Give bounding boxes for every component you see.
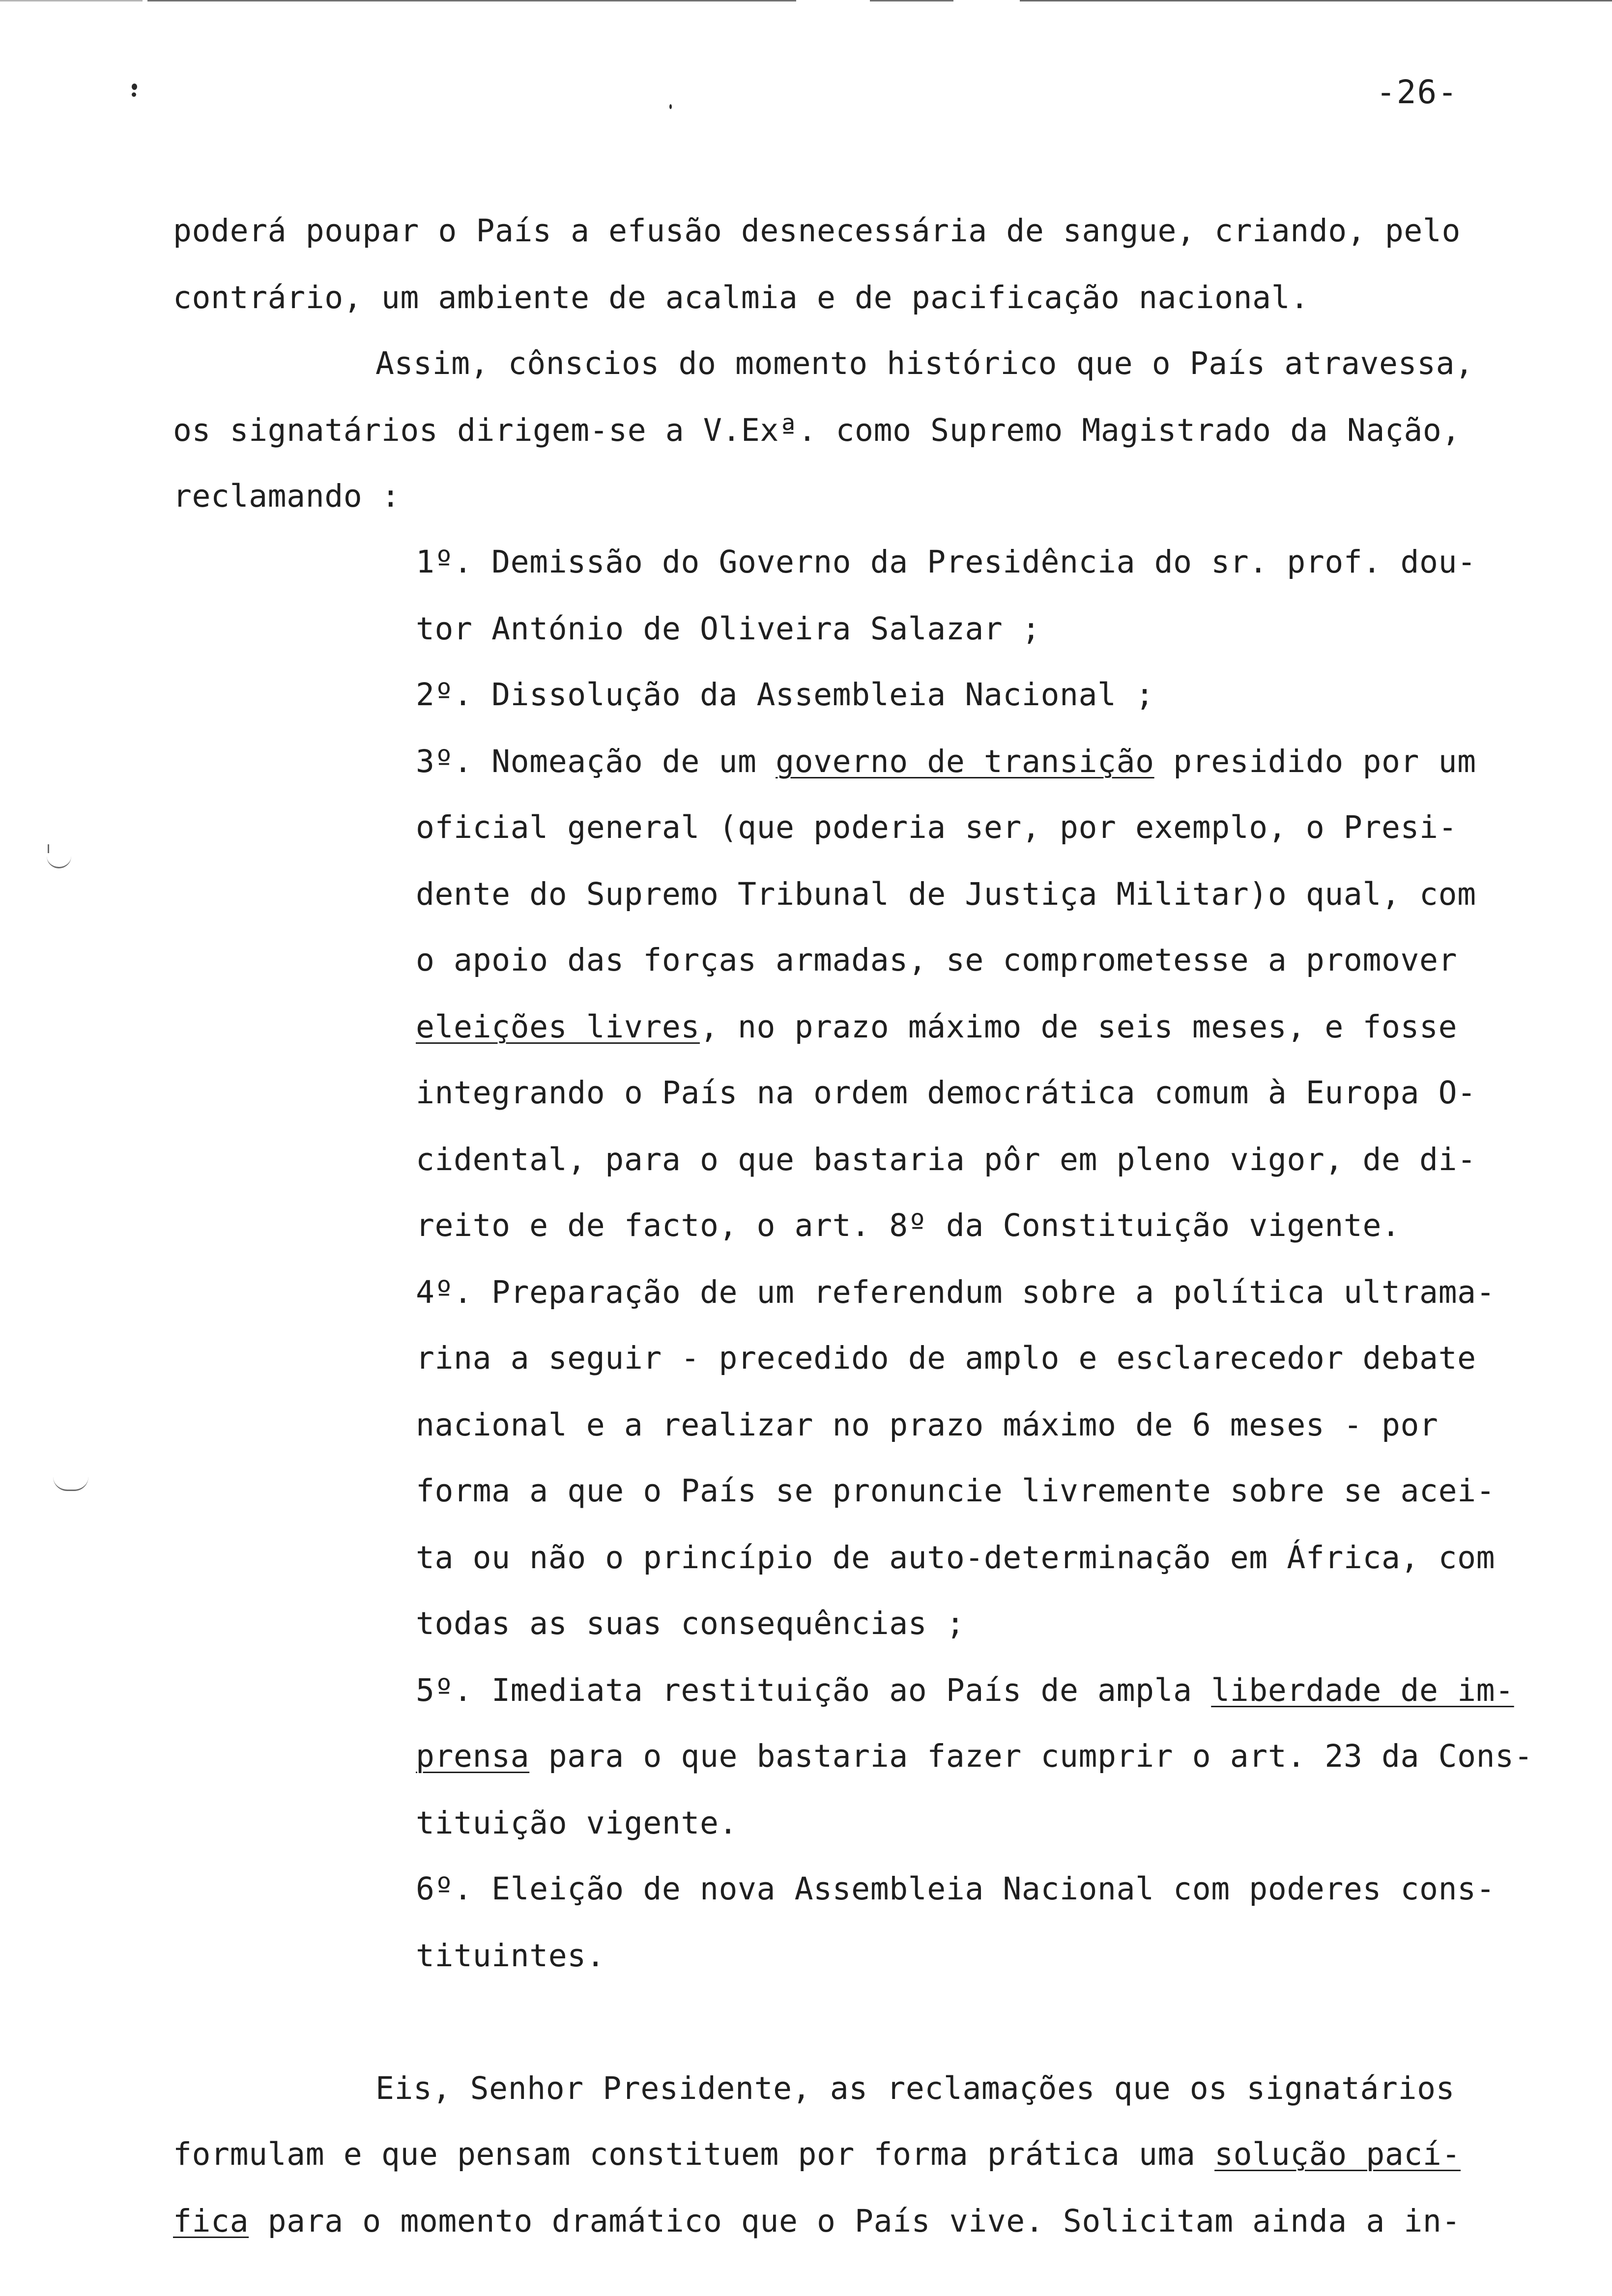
- top-scan-rule: [147, 0, 796, 1]
- text-line: dente do Supremo Tribunal de Justiça Militar)o qual, com: [416, 876, 1476, 912]
- underlined-phrase: fica: [173, 2203, 249, 2239]
- text-line: Eis, Senhor Presidente, as reclamações que os signatários: [375, 2070, 1455, 2106]
- text-line: oficial general (que poderia ser, por exemplo, o Presi-: [416, 809, 1458, 845]
- text-line: todas as suas consequências ;: [416, 1606, 965, 1641]
- text-line: o apoio das forças armadas, se comprometesse a promover: [416, 942, 1458, 978]
- text-line: prensa para o que bastaria fazer cumprir o art. 23 da Cons-: [416, 1738, 1533, 1774]
- top-scan-rule: [870, 0, 953, 1]
- underlined-phrase: solução pací-: [1214, 2136, 1461, 2172]
- list-item-4: 4º. Preparação de um referendum sobre a política ultrama-: [416, 1274, 1496, 1310]
- list-item-1: 1º. Demissão do Governo da Presidência do sr. prof. dou-: [416, 544, 1476, 580]
- text-line: ta ou não o princípio de auto-determinação em África, com: [416, 1540, 1496, 1576]
- text-line: Assim, cônscios do momento histórico que o País atravessa,: [375, 345, 1474, 381]
- page-number: -26-: [1376, 73, 1458, 111]
- text-line: nacional e a realizar no prazo máximo de 6 meses - por: [416, 1407, 1439, 1443]
- underlined-phrase: eleições livres: [416, 1009, 700, 1045]
- text-line: eleições livres, no prazo máximo de seis meses, e fosse: [416, 1009, 1458, 1045]
- text-line: integrando o País na ordem democrática comum à Europa O-: [416, 1075, 1476, 1111]
- ink-speck: [669, 104, 672, 109]
- text-line: contrário, um ambiente de acalmia e de pacificação nacional.: [173, 280, 1309, 316]
- ink-speck: [132, 92, 136, 97]
- text-line: tituintes.: [416, 1938, 605, 1974]
- text-line: cidental, para o que bastaria pôr em pleno vigor, de di-: [416, 1142, 1476, 1177]
- list-item-5: 5º. Imediata restituição ao País de ampla liberdade de im-: [416, 1672, 1514, 1708]
- text-line: poderá poupar o País a efusão desnecessária de sangue, criando, pelo: [173, 213, 1461, 249]
- text-line: fica para o momento dramático que o País vive. Solicitam ainda a in-: [173, 2203, 1461, 2239]
- underlined-phrase: prensa: [416, 1738, 530, 1774]
- margin-mark: [47, 856, 71, 868]
- text-line: tituição vigente.: [416, 1805, 738, 1841]
- top-scan-rule: [0, 0, 143, 1]
- margin-mark: [53, 1477, 88, 1491]
- margin-mark: [48, 844, 49, 853]
- text-line: reclamando :: [173, 478, 401, 514]
- list-item-2: 2º. Dissolução da Assembleia Nacional ;: [416, 677, 1154, 713]
- text-line: os signatários dirigem-se a V.Exª. como Supremo Magistrado da Nação,: [173, 412, 1461, 448]
- list-item-3: 3º. Nomeação de um governo de transição presidido por um: [416, 744, 1476, 779]
- text-line: formulam e que pensam constituem por forma prática uma solução pací-: [173, 2136, 1461, 2172]
- list-item-6: 6º. Eleição de nova Assembleia Nacional com poderes cons-: [416, 1871, 1496, 1907]
- text-line: rina a seguir - precedido de amplo e esclarecedor debate: [416, 1340, 1476, 1376]
- underlined-phrase: governo de transição: [776, 744, 1154, 779]
- top-scan-rule: [1020, 0, 1612, 1]
- underlined-phrase: liberdade de im-: [1211, 1672, 1514, 1708]
- text-line: reito e de facto, o art. 8º da Constituição vigente.: [416, 1207, 1401, 1243]
- ink-speck: [132, 84, 137, 90]
- text-line: forma a que o País se pronuncie livremente sobre se acei-: [416, 1473, 1496, 1509]
- text-line: tor António de Oliveira Salazar ;: [416, 611, 1041, 647]
